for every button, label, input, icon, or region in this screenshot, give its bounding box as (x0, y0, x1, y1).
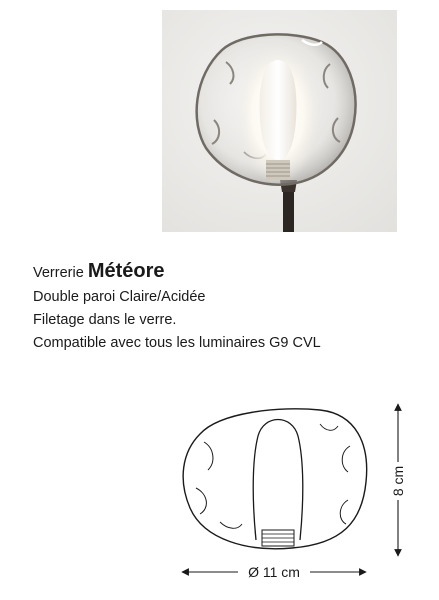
product-description (33, 258, 433, 355)
feature-line-1: Double paroi Claire/Acidée (33, 289, 206, 305)
technical-drawing (170, 390, 420, 590)
height-label: 8 cm (390, 465, 406, 497)
feature-line-3: Compatible avec tous les luminaires G9 CVL (33, 335, 321, 351)
product-name: Météore (87, 260, 165, 282)
feature-line-2: Filetage dans le verre. (33, 312, 177, 328)
inner-chamber (253, 420, 303, 541)
product-title (33, 258, 433, 286)
globe-outline (183, 409, 367, 549)
diameter-label: Ø 11 cm (248, 564, 300, 580)
product-prefix: Verrerie (33, 265, 84, 281)
product-photo (162, 10, 397, 232)
